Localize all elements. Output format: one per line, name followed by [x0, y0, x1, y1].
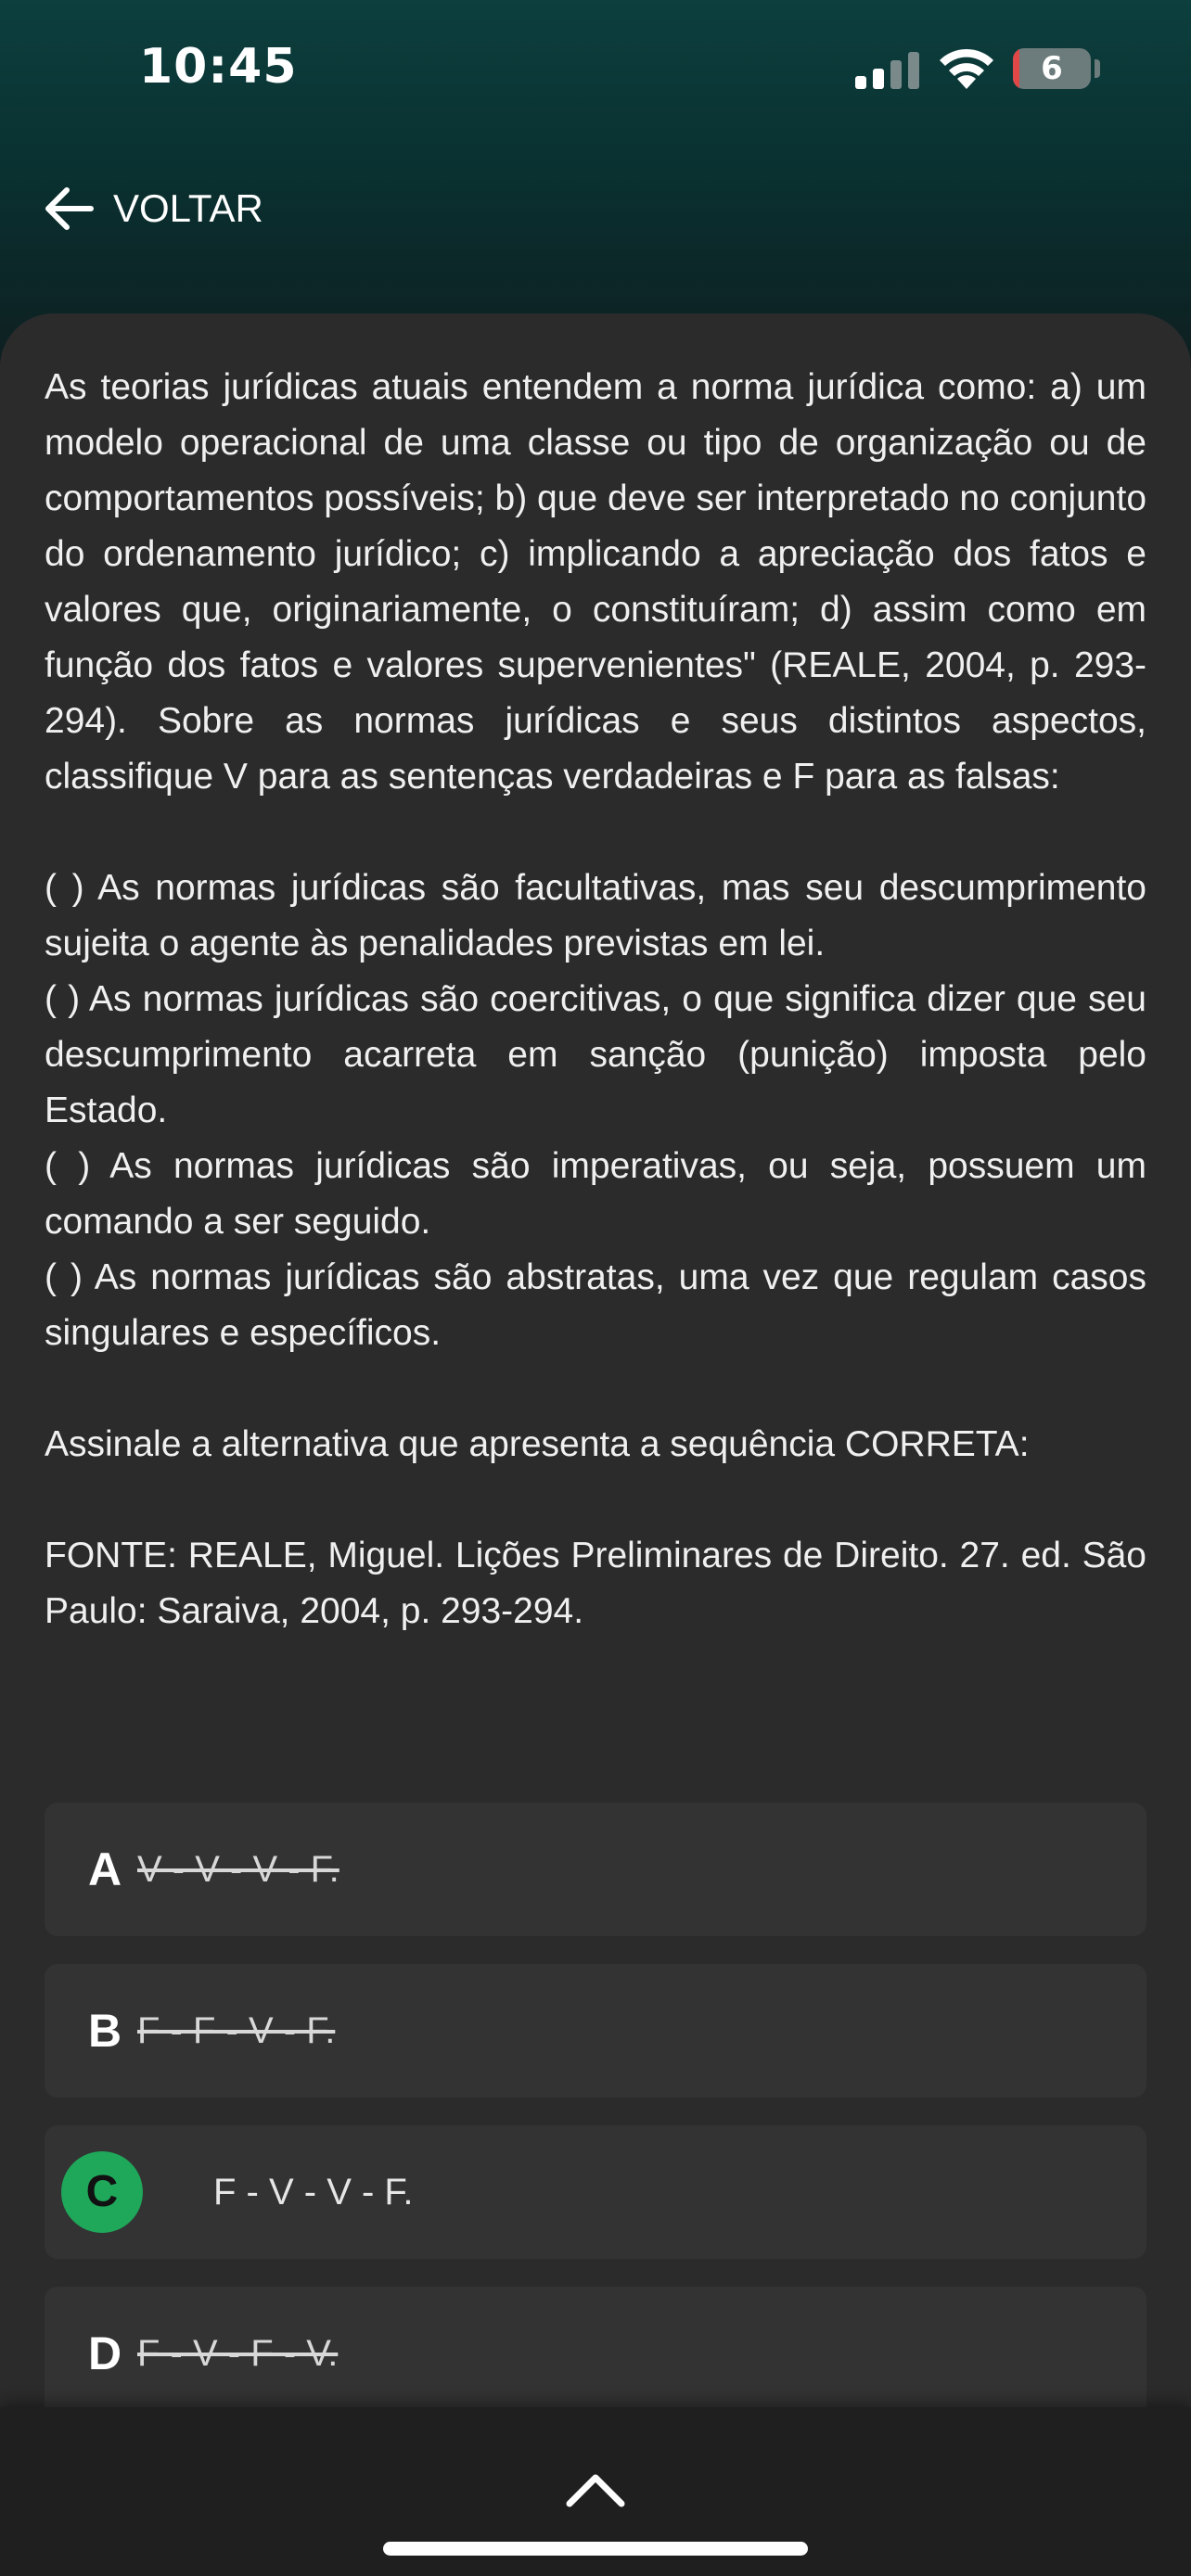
question-source: FONTE: REALE, Miguel. Lições Preliminares de Direito. 27. ed. São Paulo: Saraiva, 2004, p. 293-294.	[45, 1536, 1146, 1631]
battery-tip	[1095, 59, 1100, 78]
option-text: F - V - F - V.	[137, 2332, 339, 2374]
chevron-up-icon[interactable]	[564, 2468, 627, 2509]
option-a[interactable]	[45, 1803, 1146, 1936]
statement-2: ( ) As normas jurídicas são coercitivas, o que significa dizer que seu descumprimento acarreta em sanção (punição) imposta pelo Estado.	[45, 979, 1146, 1130]
question-statement: As teorias jurídicas atuais entendem a norma jurídica como: a) um modelo operacional de uma classe ou tipo de organização ou de comportamentos possíveis; b) que deve ser interpretado no conjunto do ordenamento jurídico; c) implicando a apreciação dos fatos e valores que, originariamente, o constituíram; d) assim como em função dos fatos e valores supervenientes" (REALE, 2004, p. 293-294). Sobre as normas jurídicas e seus distintos aspectos, classifique V para as sentenças verdadeiras e F para as falsas:	[45, 367, 1147, 797]
statement-1: ( ) As normas jurídicas são facultativas, mas seu descumprimento sujeita o agente às penalidades previstas em lei.	[45, 868, 1146, 963]
statement-4: ( ) As normas jurídicas são abstratas, uma vez que regulam casos singulares e específicos.	[45, 1257, 1146, 1353]
option-b[interactable]	[45, 1964, 1146, 2098]
option-letter: B	[87, 2005, 122, 2057]
option-letter: D	[87, 2327, 122, 2379]
status-bar	[0, 0, 1191, 139]
battery-icon	[1013, 48, 1091, 89]
back-button[interactable]	[41, 176, 263, 241]
battery-level: 6	[1041, 50, 1063, 87]
arrow-left-icon	[41, 181, 96, 236]
question-text	[45, 360, 1146, 1639]
back-label: VOLTAR	[113, 186, 263, 230]
wifi-icon	[937, 48, 996, 91]
question-instruction: Assinale a alternativa que apresenta a sequência CORRETA:	[45, 1424, 1030, 1464]
status-time: 10:45	[139, 39, 298, 95]
option-d[interactable]	[45, 2287, 1146, 2420]
answer-options	[45, 1803, 1146, 2448]
statement-3: ( ) As normas jurídicas são imperativas, ou seja, possuem um comando a ser seguido.	[45, 1146, 1146, 1242]
option-letter: A	[87, 1843, 122, 1895]
cellular-signal-icon	[855, 52, 920, 89]
option-text: F - F - V - F.	[137, 2009, 336, 2051]
option-c[interactable]	[45, 2125, 1146, 2259]
option-letter-correct-badge: C	[61, 2151, 143, 2233]
option-text: F - V - V - F.	[213, 2171, 414, 2213]
home-indicator	[383, 2542, 808, 2556]
option-text: V - V - V - F.	[137, 1848, 339, 1890]
